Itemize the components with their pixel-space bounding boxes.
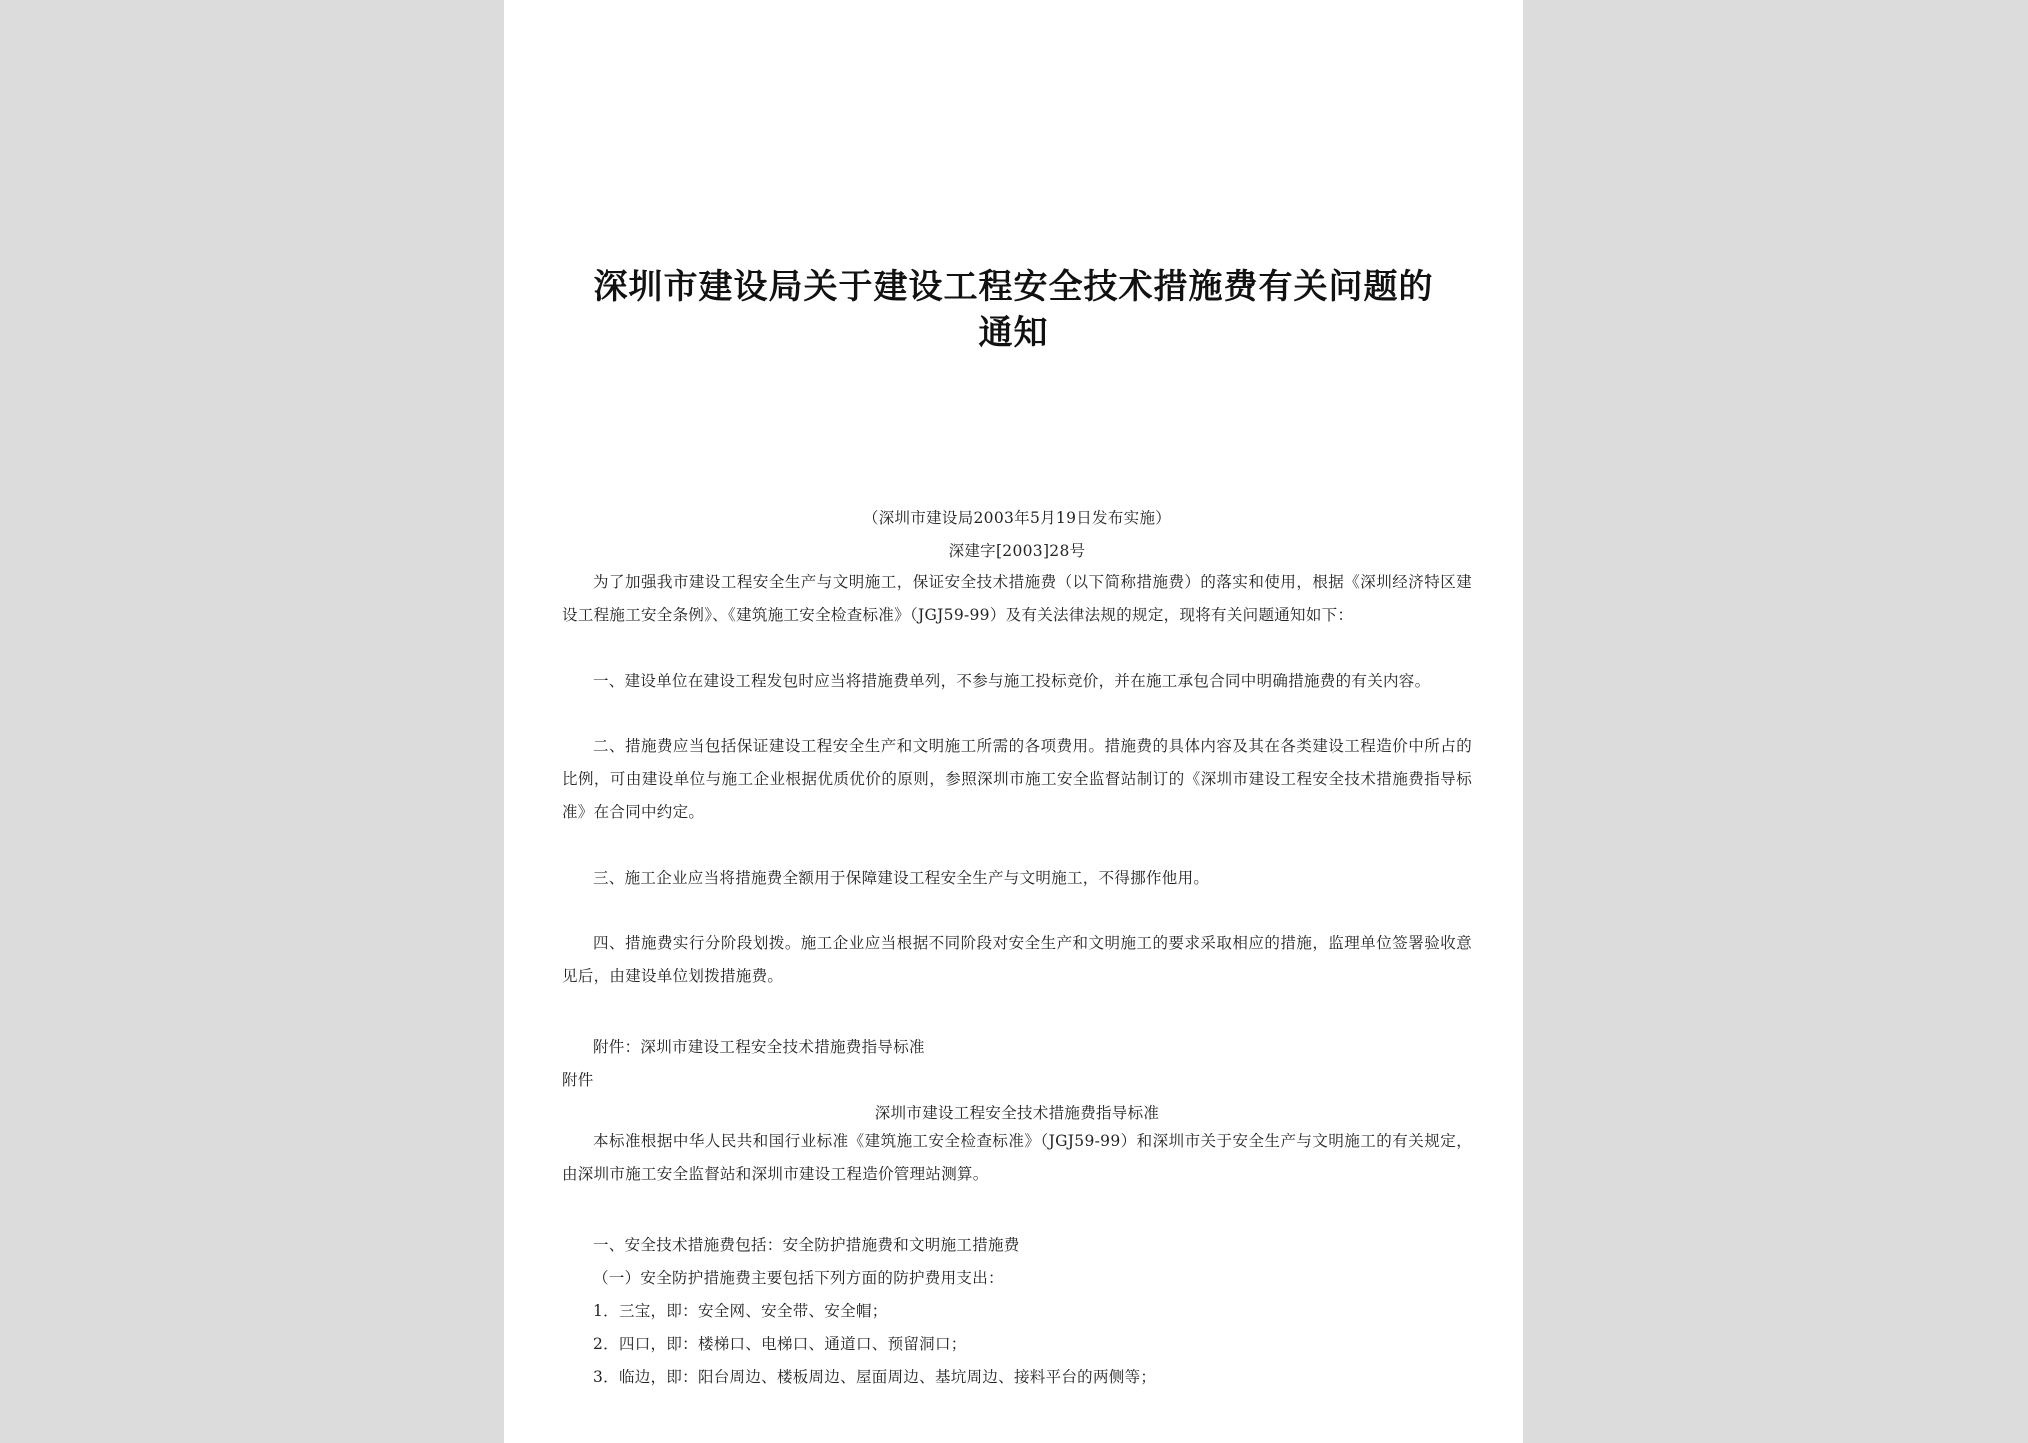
item-4-paragraph: 四、措施费实行分阶段划拨。施工企业应当根据不同阶段对安全生产和文明施工的要求采取相应的措施，监理单位签署验收意见后，由建设单位划拨措施费。	[562, 934, 1472, 985]
item-3-paragraph: 三、施工企业应当将措施费全额用于保障建设工程安全生产与文明施工，不得挪作他用。	[593, 869, 1210, 887]
document-title-line-1: 深圳市建设局关于建设工程安全技术措施费有关问题的	[593, 267, 1434, 307]
document-title-line-2: 通知	[978, 313, 1049, 353]
item-2-paragraph: 二、措施费应当包括保证建设工程安全生产和文明施工所需的各项费用。措施费的具体内容及其在各类建设工程造价中所占的比例，可由建设单位与施工企业根据优质优价的原则，参照深圳市施工安全监督站制订的《深圳市建设工程安全技术措施费指导标准》在合同中约定。	[562, 737, 1472, 821]
attachment-reference: 附件：深圳市建设工程安全技术措施费指导标准	[593, 1038, 925, 1056]
list-item: 2．四口，即：楼梯口、电梯口、通道口、预留洞口；	[593, 1335, 967, 1353]
document-page	[504, 0, 1523, 1443]
intro-paragraph: 为了加强我市建设工程安全生产与文明施工，保证安全技术措施费（以下简称措施费）的落实和使用，根据《深圳经济特区建设工程施工安全条例》、《建筑施工安全检查标准》（JGJ59-99）及有关法律法规的规定，现将有关问题通知如下：	[562, 573, 1472, 624]
subsection-1-heading: （一）安全防护措施费主要包括下列方面的防护费用支出：	[593, 1269, 1004, 1287]
item-1-paragraph: 一、建设单位在建设工程发包时应当将措施费单列，不参与施工投标竞价，并在施工承包合同中明确措施费的有关内容。	[593, 672, 1431, 690]
list-item: 3．临边，即：阳台周边、楼板周边、屋面周边、基坑周边、接料平台的两侧等；	[593, 1368, 1157, 1386]
section-1-heading: 一、安全技术措施费包括：安全防护措施费和文明施工措施费	[593, 1236, 1020, 1254]
attachment-intro-paragraph: 本标准根据中华人民共和国行业标准《建筑施工安全检查标准》（JGJ59-99）和深圳市关于安全生产与文明施工的有关规定，由深圳市施工安全监督站和深圳市建设工程造价管理站测算。	[562, 1132, 1472, 1183]
issue-note: （深圳市建设局2003年5月19日发布实施）	[862, 509, 1172, 527]
list-item: 1．三宝，即：安全网、安全带、安全帽；	[593, 1302, 888, 1320]
attachment-label: 附件	[562, 1071, 594, 1089]
document-number: 深建字[2003]28号	[948, 542, 1086, 560]
attachment-title: 深圳市建设工程安全技术措施费指导标准	[874, 1104, 1160, 1122]
